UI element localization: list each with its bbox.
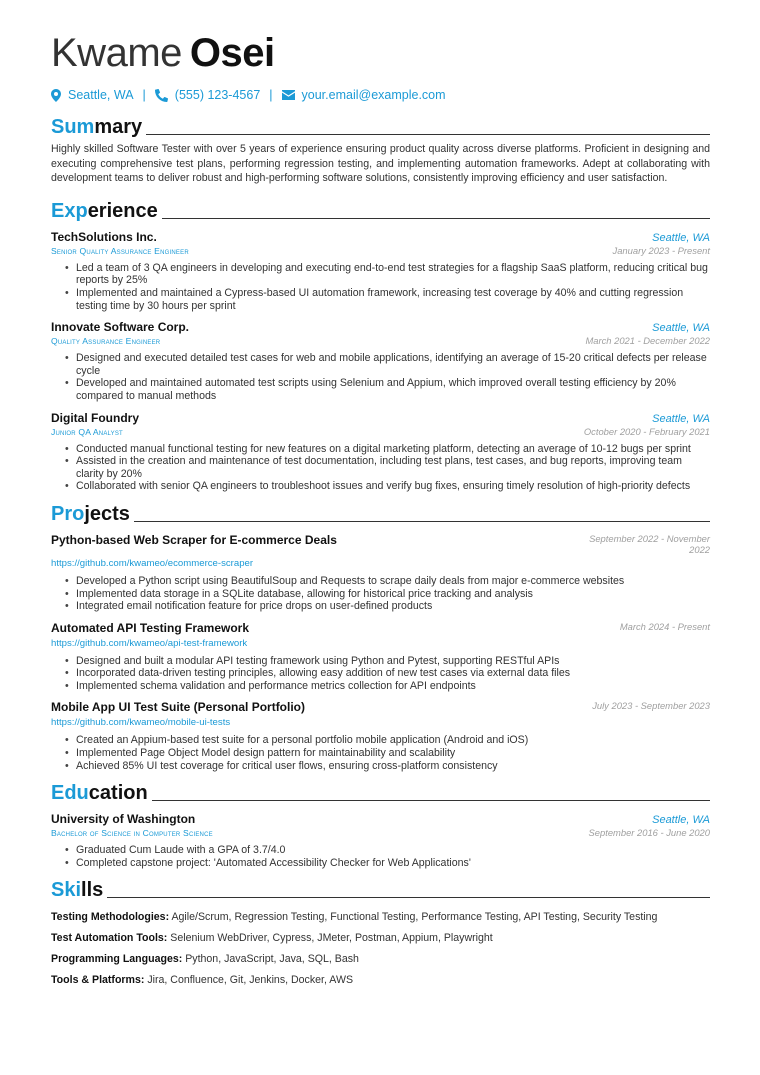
entry-location: Seattle, WA: [652, 322, 710, 335]
company-name: TechSolutions Inc.: [51, 229, 157, 244]
skill-label: Tools & Platforms:: [51, 974, 145, 987]
skill-row: [51, 911, 710, 924]
section-title: Projects: [51, 502, 130, 525]
bullet-list: [51, 575, 710, 613]
contact-phone[interactable]: [155, 88, 260, 102]
education-entry: [51, 812, 710, 869]
bullet-item: • Achieved 85% UI test coverage for critical user flows, ensuring cross-platform consistency: [65, 760, 710, 773]
school-name: University of Washington: [51, 812, 196, 827]
email-text: your.email@example.com: [301, 88, 446, 102]
phone-text: (555) 123-4567: [174, 88, 261, 102]
job-title: Quality Assurance Engineer: [51, 336, 161, 347]
project-link[interactable]: https://github.com/kwameo/mobile-ui-tests: [51, 717, 231, 729]
bullet-item: • Collaborated with senior QA engineers to troubleshoot issues and verify bug fixes, ensuring timely resolution of high-priority defects: [65, 480, 710, 493]
project-link[interactable]: https://github.com/kwameo/ecommerce-scraper: [51, 557, 254, 569]
skill-value: Selenium WebDriver, Cypress, JMeter, Postman, Appium, Playwright: [170, 932, 493, 945]
bullet-item: • Implemented Page Object Model design pattern for maintainability and scalability: [65, 747, 710, 760]
section-title: Education: [51, 782, 148, 805]
section-title: Experience: [51, 199, 158, 222]
section-rule: [162, 218, 710, 219]
bullet-item: • Implemented and maintained a Cypress-based UI automation framework, increasing test coverage by 40% and cutting regression testing time by 30 hours per sprint: [65, 287, 710, 312]
project-entry: [51, 533, 710, 613]
section-rule: [146, 134, 710, 135]
last-name: Osei: [189, 31, 275, 75]
project-link[interactable]: https://github.com/kwameo/api-test-framework: [51, 637, 248, 649]
project-entry: [51, 700, 710, 772]
section-rule: [152, 800, 710, 801]
bullet-item: • Graduated Cum Laude with a GPA of 3.7/4.0: [65, 844, 710, 857]
entry-dates: March 2024 - Present: [619, 620, 710, 632]
contact-bar: [51, 86, 710, 104]
section-rule: [134, 521, 710, 522]
company-name: Digital Foundry: [51, 410, 139, 425]
entry-dates: September 2016 - June 2020: [588, 827, 710, 839]
job-title: Senior Quality Assurance Engineer: [51, 245, 189, 256]
bullet-list: [51, 443, 710, 493]
project-entry: [51, 621, 710, 693]
bullet-item: • Assisted in the creation and maintenance of test documentation, including test plans, test cases, and bug reports, improving team clarity by 20%: [65, 455, 710, 480]
skill-row: [51, 932, 710, 945]
bullet-item: • Developed a Python script using BeautifulSoup and Requests to scrape daily deals from major e-commerce websites: [65, 575, 710, 588]
bullet-list: [51, 844, 710, 869]
project-name: Automated API Testing Framework: [51, 620, 250, 635]
skill-label: Programming Languages:: [51, 953, 183, 966]
education-heading: [51, 778, 710, 804]
bullet-item: • Incorporated data-driven testing principles, allowing easy addition of new test cases via external data files: [65, 667, 710, 680]
section-rule: [107, 897, 710, 898]
entry-dates: March 2021 - December 2022: [585, 335, 710, 347]
entry-dates: July 2023 - September 2023: [592, 700, 710, 712]
bullet-item: • Designed and executed detailed test cases for web and mobile applications, identifying an average of 15-20 critical defects per release cycle: [65, 352, 710, 377]
skills-list: [51, 911, 710, 987]
location-text: Seattle, WA: [68, 88, 134, 102]
entry-location: Seattle, WA: [652, 412, 710, 425]
entry-location: Seattle, WA: [652, 231, 710, 244]
entry-location: Seattle, WA: [652, 814, 710, 827]
experience-entry: [51, 411, 710, 493]
bullet-item: • Implemented data storage in a SQLite database, allowing for historical price tracking and analysis: [65, 588, 710, 601]
bullet-item: • Conducted manual functional testing for new features on a digital marketing platform, detecting an average of 10-12 bugs per sprint: [65, 443, 710, 456]
bullet-list: [51, 655, 710, 693]
projects-heading: [51, 499, 710, 525]
degree: Bachelor of Science in Computer Science: [51, 828, 213, 839]
bullet-item: • Completed capstone project: 'Automated Accessibility Checker for Web Applications': [65, 857, 710, 870]
skill-value: Jira, Confluence, Git, Jenkins, Docker, AWS: [147, 974, 354, 987]
map-pin-icon: [51, 89, 61, 102]
entry-dates: September 2022 - November 2022: [589, 532, 710, 555]
job-title: Junior QA Analyst: [51, 426, 123, 437]
bullet-item: • Created an Appium-based test suite for a personal portfolio mobile application (Android and iOS): [65, 734, 710, 747]
bullet-item: • Developed and maintained automated test scripts using Selenium and Appium, which improved overall testing efficiency by 20% compared to manual methods: [65, 377, 710, 402]
contact-separator: |: [142, 88, 146, 102]
bullet-item: • Integrated email notification feature for price drops on user-defined products: [65, 600, 710, 613]
bullet-list: [51, 734, 710, 772]
skill-row: [51, 974, 710, 987]
bullet-item: • Led a team of 3 QA engineers in developing and executing end-to-end test strategies for a flagship SaaS platform, reducing critical bug reports by 25%: [65, 262, 710, 287]
phone-icon: [155, 89, 168, 102]
bullet-item: • Implemented schema validation and performance metrics collection for API endpoints: [65, 680, 710, 693]
bullet-item: • Designed and built a modular API testing framework using Python and Pytest, supporting RESTful APIs: [65, 655, 710, 668]
project-name: Mobile App UI Test Suite (Personal Portfolio): [51, 700, 306, 715]
experience-entry: [51, 230, 710, 312]
skills-heading: [51, 875, 710, 901]
summary-text: Highly skilled Software Tester with over 5 years of experience ensuring product quality across diverse platforms. Proficient in designing and executing comprehensive test plans, performing regression testing, and implementing automation frameworks. Adept at collaborating with development teams to deliver robust and high-performing software solutions, consistently improving efficiency and user satisfaction.: [51, 143, 710, 185]
envelope-icon: [282, 90, 295, 100]
contact-location: [51, 88, 134, 102]
summary-heading: [51, 112, 710, 138]
skill-value: Python, JavaScript, Java, SQL, Bash: [185, 953, 359, 966]
bullet-list: [51, 262, 710, 312]
bullet-list: [51, 352, 710, 402]
company-name: Innovate Software Corp.: [51, 320, 190, 335]
skill-value: Agile/Scrum, Regression Testing, Functional Testing, Performance Testing, API Testing, Security Testing: [171, 911, 658, 924]
section-title: Summary: [51, 116, 143, 138]
experience-heading: [51, 196, 710, 222]
skill-label: Test Automation Tools:: [51, 932, 168, 945]
project-name: Python-based Web Scraper for E-commerce Deals: [51, 532, 337, 547]
contact-email[interactable]: [282, 88, 446, 102]
skill-label: Testing Methodologies:: [51, 911, 170, 924]
entry-dates: January 2023 - Present: [612, 244, 710, 256]
candidate-name: [51, 30, 710, 80]
entry-dates: October 2020 - February 2021: [583, 425, 710, 437]
skill-row: [51, 953, 710, 966]
experience-entry: [51, 320, 710, 402]
first-name: Kwame: [51, 31, 182, 75]
section-title: Skills: [51, 879, 104, 902]
contact-separator: |: [269, 88, 273, 102]
